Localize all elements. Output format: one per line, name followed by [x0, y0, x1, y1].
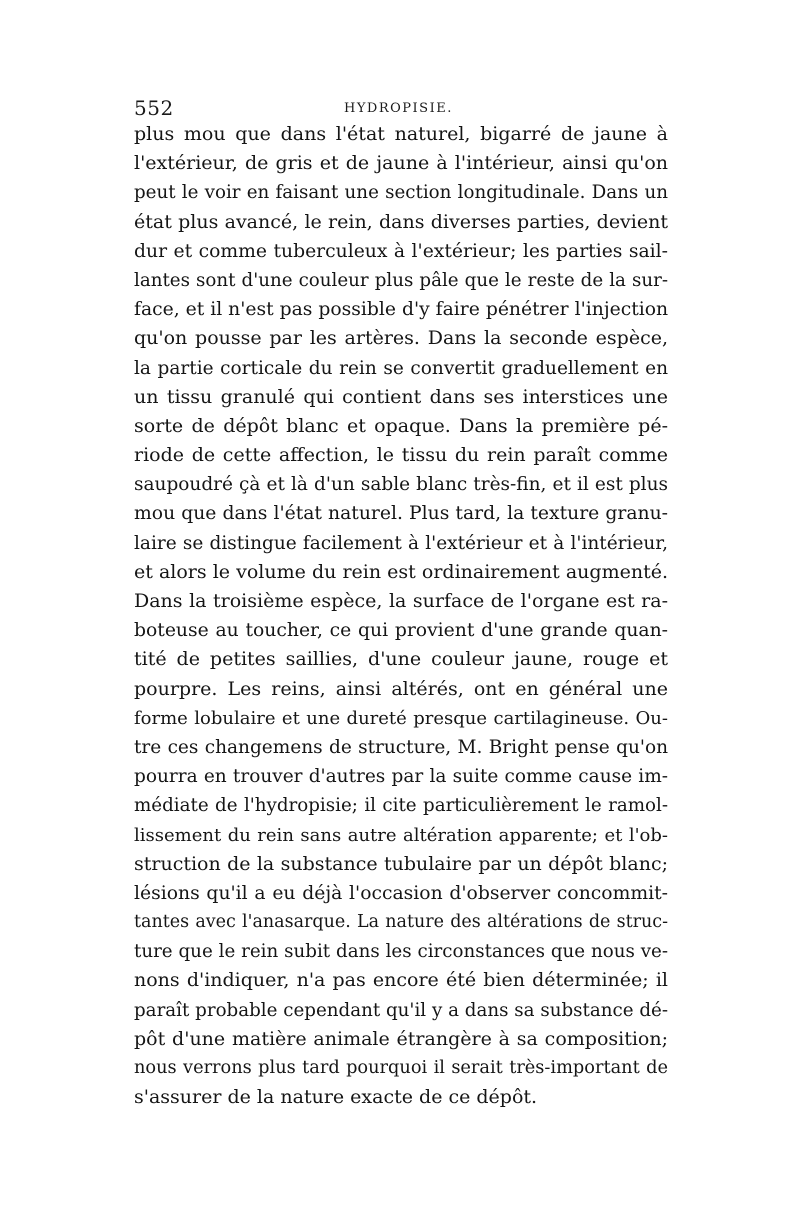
text-line: tre ces changemens de structure, M. Bright pense qu'on	[134, 736, 668, 758]
text-line: tantes avec l'anasarque. La nature des altérations de struc-	[134, 912, 668, 933]
text-line: état plus avancé, le rein, dans diverses parties, devient	[134, 210, 668, 233]
text-line: lésions qu'il a eu déjà l'occasion d'observer concommit-	[134, 882, 668, 904]
text-line: mou que dans l'état naturel. Plus tard, la texture granu-	[134, 503, 668, 525]
text-line: face, et il n'est pas possible d'y faire pénétrer l'injection	[134, 299, 669, 321]
text-line: sorte de dépôt blanc et opaque. Dans la première pé-	[134, 414, 668, 437]
text-line: ture que le rein subit dans les circonstances que nous ve-	[134, 941, 668, 963]
text-line: la partie corticale du rein se convertit graduellement en	[134, 357, 668, 379]
page-number: 552	[134, 96, 174, 120]
text-line: Dans la troisième espèce, la surface de l'organe est ra-	[134, 590, 668, 612]
text-line: nous verrons plus tard pourquoi il serait très-important de	[134, 1058, 668, 1078]
text-line: tité de petites saillies, d'une couleur jaune, rouge et	[134, 648, 668, 671]
text-line: dur et comme tuberculeux à l'extérieur; les parties sail-	[134, 240, 668, 262]
text-line: struction de la substance tubulaire par un dépôt blanc;	[134, 852, 668, 875]
text-line: médiate de l'hydropisie; il cite particulièrement le ramol-	[134, 795, 668, 817]
text-line: plus mou que dans l'état naturel, bigarré de jaune à	[134, 123, 668, 145]
text-line: lissement du rein sans autre altération apparente; et l'ob-	[134, 824, 668, 846]
body-text	[134, 120, 668, 1112]
text-line: pourpre. Les reins, ainsi altérés, ont en général une	[134, 677, 668, 700]
running-title: HYDROPISIE.	[344, 101, 453, 116]
text-line: s'assurer de la nature exacte de ce dépôt.	[134, 1086, 538, 1109]
text-line: nons d'indiquer, n'a pas encore été bien déterminée; il	[134, 969, 668, 992]
text-line: paraît probable cependant qu'il y a dans sa substance dé-	[134, 999, 668, 1021]
text-line: lantes sont d'une couleur plus pâle que le reste de la sur-	[134, 269, 668, 291]
text-line: pourra en trouver d'autres par la suite comme cause im-	[134, 766, 668, 788]
text-line: saupoudré çà et là d'un sable blanc très-fin, et il est plus	[134, 474, 668, 496]
running-head	[130, 92, 670, 122]
text-line: un tissu granulé qui contient dans ses interstices une	[134, 385, 668, 408]
text-line: laire se distingue facilement à l'extérieur et à l'intérieur,	[134, 532, 668, 554]
text-line: riode de cette affection, le tissu du rein paraît comme	[134, 444, 668, 467]
text-line: boteuse au toucher, ce qui provient d'une grande quan-	[134, 620, 668, 642]
text-line: peut le voir en faisant une section longitudinale. Dans un	[134, 182, 668, 204]
text-line: l'extérieur, de gris et de jaune à l'intérieur, ainsi qu'on	[134, 152, 668, 175]
text-line: forme lobulaire et une dureté presque cartilagineuse. Ou-	[134, 707, 668, 729]
text-line: et alors le volume du rein est ordinairement augmenté.	[134, 560, 668, 583]
text-line: qu'on pousse par les artères. Dans la seconde espèce,	[134, 327, 668, 350]
text-line: pôt d'une matière animale étrangère à sa composition;	[134, 1027, 668, 1050]
